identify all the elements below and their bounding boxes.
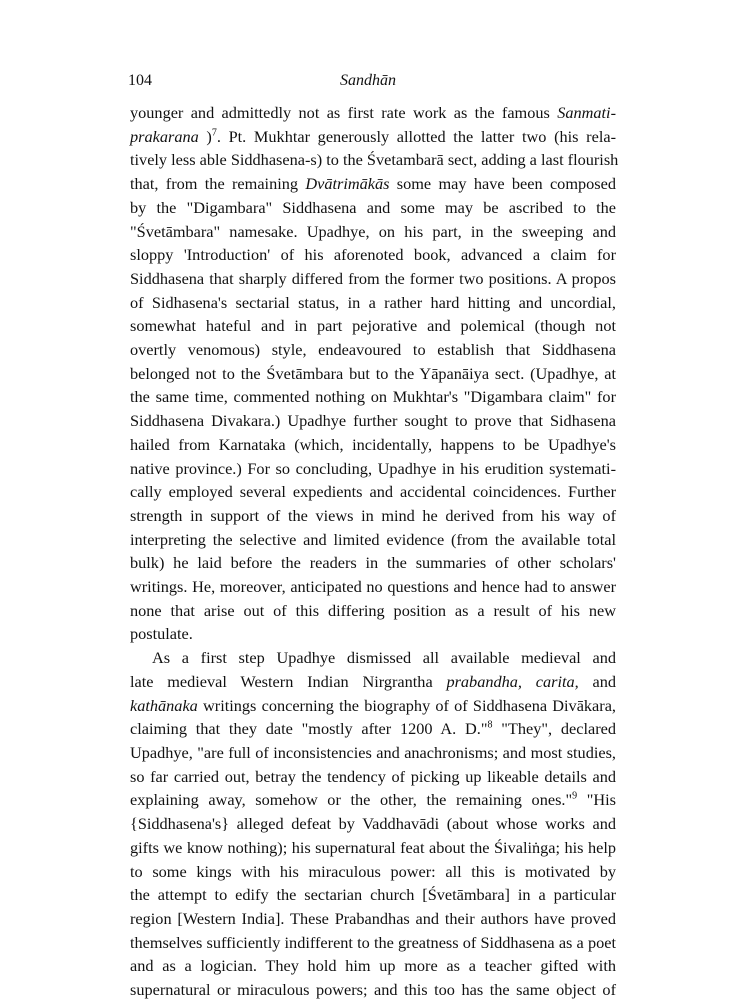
text-line	[130, 788, 616, 812]
text-span: . Pt. Mukhtar generously allotted the latter two (his rela-	[216, 126, 617, 146]
text-line: bulk) he laid before the readers in the summaries of other scholars'	[130, 553, 616, 573]
italic-title: Sanmati-	[557, 103, 616, 122]
text-span: explaining away, somehow or the other, the remaining ones."	[130, 790, 573, 810]
text-line: prakarana )$^7$. Pt. Mukhtar generously allotted the latter two (his rela-	[130, 126, 617, 146]
text-line	[130, 670, 616, 694]
text-line: tively less able Siddhasena-s) to the Śvetambarā sect, adding a last flourish	[130, 150, 619, 170]
text-span: claiming that they date "mostly after 1200 A. D."	[130, 719, 488, 739]
text-span: some may have been composed	[396, 174, 616, 194]
italic-title: Dvātrimākās	[305, 174, 390, 194]
text-line: "Śvetāmbara" namesake. Upadhye, on his part, in the sweeping and	[130, 221, 616, 241]
text-line: region [Western India]. These Prabandhas and their authors have proved	[130, 908, 616, 928]
text-line: postulate.	[130, 624, 193, 644]
page-number: 104	[128, 72, 152, 89]
text-line: As a first step Upadhye dismissed all available medieval and	[152, 648, 616, 668]
text-line: {Siddhasena's} alleged defeat by Vaddhavādi (about whose works and	[130, 814, 616, 834]
text-line: Siddhasena that sharply differed from the former two positions. A propos	[130, 268, 616, 288]
text-line	[130, 101, 616, 125]
text-span: that, from the remaining	[130, 174, 299, 194]
text-span: "They", declared	[492, 719, 616, 739]
italic-term: prabandha,	[446, 671, 522, 691]
text-span: writings concerning the biography of of Siddhasena Divākara,	[203, 695, 616, 715]
text-line: of Sidhasena's sectarial status, in a rather hard hitting and uncordial,	[130, 292, 616, 312]
text-line: interpreting the selective and limited evidence (from the available total	[130, 529, 616, 549]
italic-term: kathānaka	[130, 695, 198, 715]
text-span: younger and admittedly not as first rate work as the famous	[130, 103, 550, 122]
text-line: cally employed several expedients and accidental coincidences. Further	[130, 482, 616, 502]
text-line: sloppy 'Introduction' of his aforenoted book, advanced a claim for	[130, 245, 616, 265]
text-line: themselves sufficiently indifferent to the greatness of Siddhasena as a poet	[130, 932, 616, 952]
footnote-marker: 7	[211, 127, 217, 139]
text-line: Upadhye, "are full of inconsistencies and anachronisms; and most studies,	[130, 742, 616, 762]
text-line: the attempt to edify the sectarian church [Śvetāmbara] in a particular	[130, 885, 616, 905]
paragraph-2	[130, 646, 616, 1002]
text-span: "His	[577, 790, 616, 810]
text-line: by the "Digambara" Siddhasena and some may be ascribed to the	[130, 197, 616, 217]
text-line: native province.) For so concluding, Upadhye in his erudition systemati-	[130, 458, 616, 478]
footnote-marker: 8	[487, 719, 493, 731]
text-line: somewhat hateful and in part pejorative and polemical (though not	[130, 316, 616, 336]
text-line: overtly venomous) style, endeavoured to establish that Siddhasena	[130, 340, 616, 360]
text-line: Siddhasena Divakara.) Upadhye further sought to prove that Sidhasena	[130, 411, 616, 431]
text-line: strength in support of the views in mind he derived from his way of	[130, 505, 616, 525]
text-line: to some kings with his miraculous power: all this is motivated by	[130, 861, 616, 881]
text-line	[130, 717, 616, 741]
text-line	[130, 172, 616, 196]
paragraph-1	[130, 101, 619, 646]
text-line: writings. He, moreover, anticipated no questions and hence had to answer	[130, 577, 616, 597]
running-head	[128, 72, 618, 94]
text-line: supernatural or miraculous powers; and this too has the same object of	[130, 980, 616, 1000]
italic-term: carita,	[535, 671, 579, 691]
text-line: hailed from Karnataka (which, incidentally, happens to be Upadhye's	[130, 434, 616, 454]
body-text	[130, 101, 619, 1002]
text-line: the same time, commented nothing on Mukhtar's "Digambara claim" for	[130, 387, 616, 407]
text-line: so far carried out, betray the tendency of picking up likeable details and	[130, 766, 616, 786]
text-span: and	[592, 671, 616, 691]
text-line	[130, 694, 616, 718]
footnote-marker: 9	[572, 790, 578, 802]
text-line: and as a logician. They hold him up more as a teacher gifted with	[130, 956, 616, 976]
text-span: late medieval Western Indian Nirgrantha	[130, 671, 433, 691]
text-line: none that arise out of this differing position as a result of his new	[130, 600, 616, 620]
italic-title: prakarana	[130, 126, 199, 146]
text-line: belonged not to the Śvetāmbara but to the Yāpanāiya sect. (Upadhye, at	[130, 363, 616, 383]
running-title: Sandhān	[340, 72, 396, 89]
text-line: gifts we know nothing); his supernatural feat about the Śivaliṅga; his help	[130, 837, 616, 857]
